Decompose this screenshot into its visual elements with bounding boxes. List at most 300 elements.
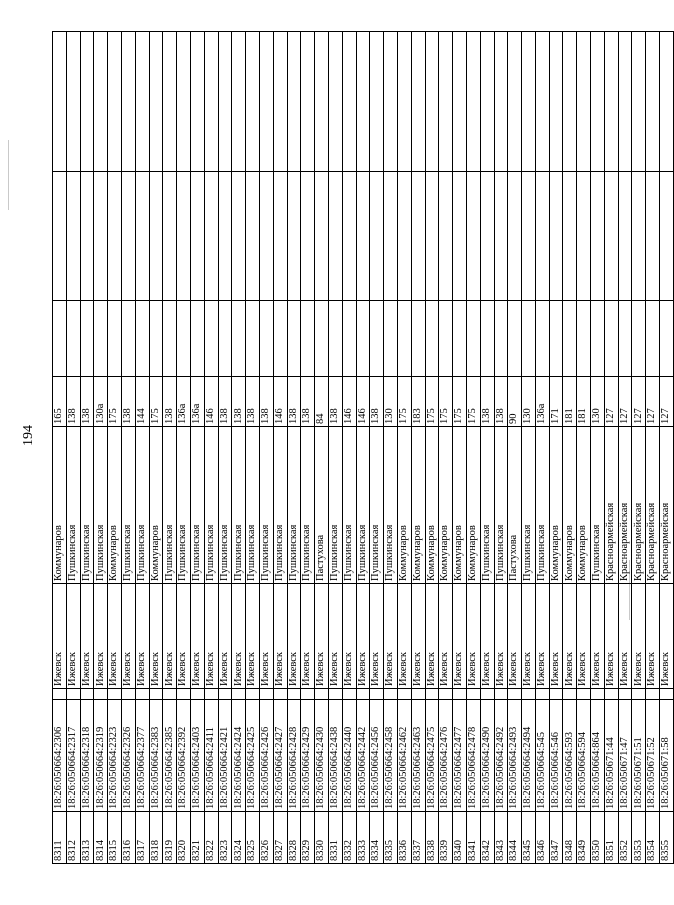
cadastral-number-cell: 18:26:050664:864 xyxy=(591,700,605,812)
house-number-cell: 138 xyxy=(163,377,177,427)
empty-cell xyxy=(535,301,549,377)
city-cell: Ижевск xyxy=(535,584,549,689)
city-cell: Ижевск xyxy=(522,584,536,689)
row-number-cell: 8353 xyxy=(632,812,646,864)
table-row xyxy=(163,32,177,864)
table-row xyxy=(577,32,591,864)
empty-cell xyxy=(149,172,163,301)
house-number-cell: 138 xyxy=(287,377,301,427)
empty-cell xyxy=(549,32,563,172)
city-cell: Ижевск xyxy=(328,584,342,689)
empty-cell xyxy=(342,172,356,301)
house-number-cell: 130 xyxy=(591,377,605,427)
empty-cell xyxy=(397,689,411,700)
city-cell: Ижевск xyxy=(660,584,674,689)
empty-cell xyxy=(328,32,342,172)
row-number-cell: 8346 xyxy=(535,812,549,864)
empty-cell xyxy=(480,172,494,301)
row-number-cell: 8344 xyxy=(508,812,522,864)
empty-cell xyxy=(397,172,411,301)
cadastral-number-cell: 18:26:050664:2494 xyxy=(522,700,536,812)
empty-cell xyxy=(163,32,177,172)
table-row xyxy=(549,32,563,864)
empty-cell xyxy=(494,301,508,377)
table-row xyxy=(177,32,191,864)
empty-cell xyxy=(149,32,163,172)
city-cell: Ижевск xyxy=(370,584,384,689)
row-number-cell: 8329 xyxy=(301,812,315,864)
house-number-cell: 146 xyxy=(204,377,218,427)
empty-cell xyxy=(618,172,632,301)
cadastral-number-cell: 18:26:050664:2326 xyxy=(121,700,135,812)
table-row xyxy=(190,32,204,864)
cadastral-number-cell: 18:26:050664:546 xyxy=(549,700,563,812)
empty-cell xyxy=(301,172,315,301)
empty-cell xyxy=(411,172,425,301)
empty-cell xyxy=(563,32,577,172)
empty-cell xyxy=(246,301,260,377)
row-number-cell: 8343 xyxy=(494,812,508,864)
empty-cell xyxy=(604,172,618,301)
street-cell: Пушкинская xyxy=(218,427,232,584)
table-row xyxy=(466,32,480,864)
row-number-cell: 8341 xyxy=(466,812,480,864)
house-number-cell: 171 xyxy=(549,377,563,427)
house-number-cell: 175 xyxy=(425,377,439,427)
house-number-cell: 138 xyxy=(121,377,135,427)
empty-cell xyxy=(301,32,315,172)
empty-cell xyxy=(480,301,494,377)
cadastral-number-cell: 18:26:050664:2463 xyxy=(411,700,425,812)
empty-cell xyxy=(356,689,370,700)
cadastral-number-cell: 18:26:050664:2323 xyxy=(108,700,122,812)
street-cell: Пастухова xyxy=(508,427,522,584)
street-cell: Пушкинская xyxy=(356,427,370,584)
table-row xyxy=(315,32,329,864)
table-row xyxy=(80,32,94,864)
cadastral-number-cell: 18:26:050664:2442 xyxy=(356,700,370,812)
city-cell: Ижевск xyxy=(646,584,660,689)
cadastral-number-cell: 18:26:050664:2425 xyxy=(246,700,260,812)
row-number-cell: 8317 xyxy=(135,812,149,864)
house-number-cell: 136а xyxy=(190,377,204,427)
empty-cell xyxy=(411,301,425,377)
empty-cell xyxy=(591,689,605,700)
street-cell: Пушкинская xyxy=(480,427,494,584)
empty-cell xyxy=(466,172,480,301)
street-cell: Пушкинская xyxy=(494,427,508,584)
empty-cell xyxy=(287,172,301,301)
empty-cell xyxy=(80,32,94,172)
row-number-cell: 8336 xyxy=(397,812,411,864)
city-cell: Ижевск xyxy=(246,584,260,689)
empty-cell xyxy=(108,301,122,377)
street-cell: Коммунаров xyxy=(425,427,439,584)
street-cell: Пушкинская xyxy=(287,427,301,584)
row-number-cell: 8337 xyxy=(411,812,425,864)
city-cell: Ижевск xyxy=(80,584,94,689)
empty-cell xyxy=(370,172,384,301)
empty-cell xyxy=(577,301,591,377)
street-cell: Пушкинская xyxy=(190,427,204,584)
street-cell: Пушкинская xyxy=(80,427,94,584)
house-number-cell: 90 xyxy=(508,377,522,427)
row-number-cell: 8313 xyxy=(80,812,94,864)
empty-cell xyxy=(80,301,94,377)
empty-cell xyxy=(549,301,563,377)
empty-cell xyxy=(591,301,605,377)
cadastral-number-cell: 18:26:050664:2424 xyxy=(232,700,246,812)
empty-cell xyxy=(163,172,177,301)
cadastral-number-cell: 18:26:050664:2429 xyxy=(301,700,315,812)
empty-cell xyxy=(384,32,398,172)
table-row xyxy=(259,32,273,864)
empty-cell xyxy=(646,301,660,377)
city-cell: Ижевск xyxy=(397,584,411,689)
row-number-cell: 8312 xyxy=(66,812,80,864)
empty-cell xyxy=(121,172,135,301)
empty-cell xyxy=(232,689,246,700)
empty-cell xyxy=(439,32,453,172)
row-number-cell: 8325 xyxy=(246,812,260,864)
empty-cell xyxy=(301,689,315,700)
row-number-cell: 8347 xyxy=(549,812,563,864)
table-row xyxy=(356,32,370,864)
empty-cell xyxy=(259,32,273,172)
street-cell: Коммунаров xyxy=(149,427,163,584)
row-number-cell: 8327 xyxy=(273,812,287,864)
row-number-cell: 8322 xyxy=(204,812,218,864)
registry-table-rotated xyxy=(52,32,672,864)
table-row xyxy=(453,32,467,864)
empty-cell xyxy=(411,32,425,172)
house-number-cell: 181 xyxy=(563,377,577,427)
table-row xyxy=(246,32,260,864)
row-number-cell: 8348 xyxy=(563,812,577,864)
empty-cell xyxy=(177,301,191,377)
empty-cell xyxy=(522,301,536,377)
empty-cell xyxy=(646,689,660,700)
empty-cell xyxy=(287,301,301,377)
city-cell: Ижевск xyxy=(108,584,122,689)
empty-cell xyxy=(549,172,563,301)
cadastral-number-cell: 18:26:050664:2427 xyxy=(273,700,287,812)
cadastral-number-cell: 18:26:050664:593 xyxy=(563,700,577,812)
table-row xyxy=(632,32,646,864)
city-cell: Ижевск xyxy=(411,584,425,689)
row-number-cell: 8334 xyxy=(370,812,384,864)
empty-cell xyxy=(577,689,591,700)
city-cell: Ижевск xyxy=(425,584,439,689)
city-cell: Ижевск xyxy=(259,584,273,689)
cadastral-number-cell: 18:26:050671:58 xyxy=(660,700,674,812)
empty-cell xyxy=(287,32,301,172)
house-number-cell: 175 xyxy=(108,377,122,427)
table-row xyxy=(480,32,494,864)
house-number-cell: 146 xyxy=(356,377,370,427)
empty-cell xyxy=(259,301,273,377)
street-cell: Красноармейская xyxy=(660,427,674,584)
table-row xyxy=(232,32,246,864)
empty-cell xyxy=(108,32,122,172)
empty-cell xyxy=(439,172,453,301)
empty-cell xyxy=(425,32,439,172)
street-cell: Пастухова xyxy=(315,427,329,584)
empty-cell xyxy=(632,32,646,172)
empty-cell xyxy=(522,172,536,301)
table-row xyxy=(66,32,80,864)
street-cell: Красноармейская xyxy=(604,427,618,584)
table-row xyxy=(646,32,660,864)
empty-cell xyxy=(494,32,508,172)
empty-cell xyxy=(163,689,177,700)
empty-cell xyxy=(80,172,94,301)
city-cell: Ижевск xyxy=(301,584,315,689)
empty-cell xyxy=(577,172,591,301)
table-row xyxy=(494,32,508,864)
empty-cell xyxy=(53,301,67,377)
city-cell: Ижевск xyxy=(356,584,370,689)
empty-cell xyxy=(384,689,398,700)
empty-cell xyxy=(494,689,508,700)
table-row xyxy=(301,32,315,864)
street-cell: Пушкинская xyxy=(177,427,191,584)
empty-cell xyxy=(66,689,80,700)
empty-cell xyxy=(53,689,67,700)
empty-cell xyxy=(425,172,439,301)
empty-cell xyxy=(246,32,260,172)
row-number-cell: 8338 xyxy=(425,812,439,864)
empty-cell xyxy=(342,689,356,700)
empty-cell xyxy=(108,172,122,301)
empty-cell xyxy=(425,689,439,700)
empty-cell xyxy=(163,301,177,377)
row-number-cell: 8351 xyxy=(604,812,618,864)
empty-cell xyxy=(508,172,522,301)
row-number-cell: 8349 xyxy=(577,812,591,864)
empty-cell xyxy=(149,689,163,700)
empty-cell xyxy=(604,689,618,700)
empty-cell xyxy=(535,32,549,172)
empty-cell xyxy=(259,689,273,700)
row-number-cell: 8320 xyxy=(177,812,191,864)
empty-cell xyxy=(563,689,577,700)
empty-cell xyxy=(508,301,522,377)
city-cell: Ижевск xyxy=(177,584,191,689)
cadastral-number-cell: 18:26:050664:2318 xyxy=(80,700,94,812)
row-number-cell: 8328 xyxy=(287,812,301,864)
cadastral-number-cell: 18:26:050664:2383 xyxy=(149,700,163,812)
empty-cell xyxy=(190,32,204,172)
empty-cell xyxy=(94,32,108,172)
street-cell: Пушкинская xyxy=(121,427,135,584)
empty-cell xyxy=(342,32,356,172)
house-number-cell: 146 xyxy=(342,377,356,427)
cadastral-number-cell: 18:26:050664:2385 xyxy=(163,700,177,812)
empty-cell xyxy=(273,32,287,172)
table-row xyxy=(342,32,356,864)
empty-cell xyxy=(204,32,218,172)
street-cell: Пушкинская xyxy=(66,427,80,584)
table-row xyxy=(397,32,411,864)
empty-cell xyxy=(121,301,135,377)
empty-cell xyxy=(453,689,467,700)
empty-cell xyxy=(453,32,467,172)
street-cell: Коммунаров xyxy=(53,427,67,584)
empty-cell xyxy=(218,689,232,700)
table-row xyxy=(218,32,232,864)
cadastral-number-cell: 18:26:050664:2428 xyxy=(287,700,301,812)
table-row xyxy=(204,32,218,864)
empty-cell xyxy=(273,301,287,377)
empty-cell xyxy=(370,32,384,172)
empty-cell xyxy=(177,172,191,301)
empty-cell xyxy=(287,689,301,700)
empty-cell xyxy=(121,32,135,172)
street-cell: Пушкинская xyxy=(204,427,218,584)
empty-cell xyxy=(177,689,191,700)
cadastral-number-cell: 18:26:050664:2478 xyxy=(466,700,480,812)
empty-cell xyxy=(549,689,563,700)
empty-cell xyxy=(94,301,108,377)
cadastral-number-cell: 18:26:050664:2317 xyxy=(66,700,80,812)
empty-cell xyxy=(328,172,342,301)
empty-cell xyxy=(80,689,94,700)
row-number-cell: 8319 xyxy=(163,812,177,864)
empty-cell xyxy=(535,689,549,700)
empty-cell xyxy=(660,689,674,700)
street-cell: Коммунаров xyxy=(108,427,122,584)
empty-cell xyxy=(135,301,149,377)
table-row xyxy=(591,32,605,864)
table-row xyxy=(522,32,536,864)
cadastral-number-cell: 18:26:050671:47 xyxy=(618,700,632,812)
cadastral-number-cell: 18:26:050664:2438 xyxy=(328,700,342,812)
empty-cell xyxy=(190,301,204,377)
empty-cell xyxy=(660,172,674,301)
house-number-cell: 138 xyxy=(480,377,494,427)
empty-cell xyxy=(121,689,135,700)
table-row xyxy=(618,32,632,864)
registry-table-body xyxy=(53,32,674,864)
empty-cell xyxy=(356,32,370,172)
street-cell: Красноармейская xyxy=(646,427,660,584)
street-cell: Коммунаров xyxy=(453,427,467,584)
table-row xyxy=(425,32,439,864)
city-cell: Ижевск xyxy=(563,584,577,689)
empty-cell xyxy=(204,689,218,700)
empty-cell xyxy=(618,689,632,700)
cadastral-number-cell: 18:26:050664:2493 xyxy=(508,700,522,812)
city-cell: Ижевск xyxy=(287,584,301,689)
empty-cell xyxy=(660,32,674,172)
street-cell: Пушкинская xyxy=(370,427,384,584)
house-number-cell: 138 xyxy=(218,377,232,427)
empty-cell xyxy=(508,32,522,172)
house-number-cell: 138 xyxy=(246,377,260,427)
house-number-cell: 146 xyxy=(273,377,287,427)
empty-cell xyxy=(204,301,218,377)
empty-cell xyxy=(246,689,260,700)
empty-cell xyxy=(660,301,674,377)
city-cell: Ижевск xyxy=(315,584,329,689)
street-cell: Пушкинская xyxy=(273,427,287,584)
street-cell: Коммунаров xyxy=(439,427,453,584)
empty-cell xyxy=(563,172,577,301)
row-number-cell: 8345 xyxy=(522,812,536,864)
street-cell: Пушкинская xyxy=(328,427,342,584)
row-number-cell: 8330 xyxy=(315,812,329,864)
empty-cell xyxy=(508,689,522,700)
cadastral-number-cell: 18:26:050664:2392 xyxy=(177,700,191,812)
empty-cell xyxy=(218,301,232,377)
house-number-cell: 183 xyxy=(411,377,425,427)
empty-cell xyxy=(190,172,204,301)
table-row xyxy=(273,32,287,864)
city-cell: Ижевск xyxy=(163,584,177,689)
street-cell: Пушкинская xyxy=(135,427,149,584)
house-number-cell: 138 xyxy=(80,377,94,427)
empty-cell xyxy=(301,301,315,377)
empty-cell xyxy=(177,32,191,172)
empty-cell xyxy=(618,301,632,377)
empty-cell xyxy=(204,172,218,301)
cadastral-number-cell: 18:26:050664:545 xyxy=(535,700,549,812)
house-number-cell: 127 xyxy=(604,377,618,427)
row-number-cell: 8332 xyxy=(342,812,356,864)
street-cell: Пушкинская xyxy=(591,427,605,584)
city-cell: Ижевск xyxy=(149,584,163,689)
house-number-cell: 138 xyxy=(328,377,342,427)
house-number-cell: 84 xyxy=(315,377,329,427)
row-number-cell: 8318 xyxy=(149,812,163,864)
cadastral-number-cell: 18:26:050664:2492 xyxy=(494,700,508,812)
empty-cell xyxy=(356,172,370,301)
empty-cell xyxy=(466,301,480,377)
empty-cell xyxy=(246,172,260,301)
city-cell: Ижевск xyxy=(618,584,632,689)
empty-cell xyxy=(453,172,467,301)
empty-cell xyxy=(53,32,67,172)
table-row xyxy=(384,32,398,864)
empty-cell xyxy=(315,301,329,377)
cadastral-number-cell: 18:26:050671:51 xyxy=(632,700,646,812)
table-row xyxy=(508,32,522,864)
empty-cell xyxy=(218,32,232,172)
cadastral-number-cell: 18:26:050671:44 xyxy=(604,700,618,812)
city-cell: Ижевск xyxy=(577,584,591,689)
cadastral-number-cell: 18:26:050671:52 xyxy=(646,700,660,812)
empty-cell xyxy=(591,32,605,172)
house-number-cell: 175 xyxy=(149,377,163,427)
table-row xyxy=(604,32,618,864)
empty-cell xyxy=(411,689,425,700)
empty-cell xyxy=(604,301,618,377)
table-row xyxy=(328,32,342,864)
row-number-cell: 8315 xyxy=(108,812,122,864)
street-cell: Пушкинская xyxy=(522,427,536,584)
house-number-cell: 127 xyxy=(660,377,674,427)
street-cell: Красноармейская xyxy=(632,427,646,584)
street-cell: Красноармейская xyxy=(618,427,632,584)
city-cell: Ижевск xyxy=(439,584,453,689)
cadastral-number-cell: 18:26:050664:2421 xyxy=(218,700,232,812)
empty-cell xyxy=(646,172,660,301)
street-cell: Пушкинская xyxy=(384,427,398,584)
empty-cell xyxy=(397,32,411,172)
row-number-cell: 8335 xyxy=(384,812,398,864)
house-number-cell: 127 xyxy=(646,377,660,427)
